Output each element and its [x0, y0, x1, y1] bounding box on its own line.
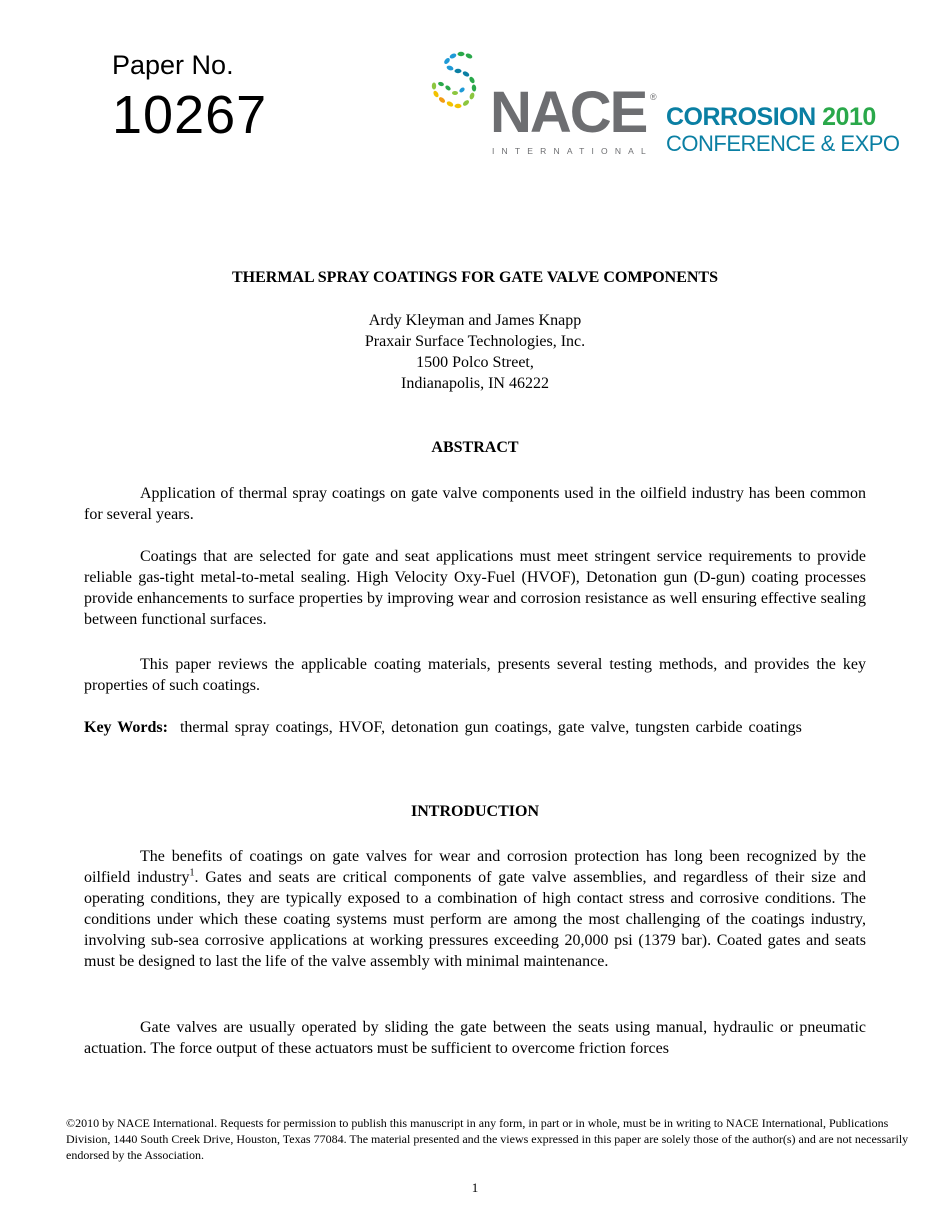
- event-subtitle: CONFERENCE & EXPO: [666, 131, 900, 156]
- registered-mark: ®: [650, 92, 657, 102]
- paper-number-label: Paper No.: [112, 50, 234, 80]
- keywords-paragraph: [84, 717, 866, 738]
- copyright-notice: ©2010 by NACE International. Requests for permission to publish this manuscript in any form, in part or in whole, must be in writing to NACE International, Publications Division, 1440 South Creek Drive, Houston, Texas 77084. The material presented and the views expressed in this paper are solely those of the author(s) and are not necessarily endorsed by the Association.: [66, 1116, 909, 1162]
- intro-text-a: The benefits of coatings on gate valves for wear and corrosion protection has long been recognized by the oilfield industry: [84, 848, 866, 886]
- author-company: Praxair Surface Technologies, Inc.: [364, 333, 586, 350]
- abstract-paragraph-3: This paper reviews the applicable coating materials, presents several testing methods, and provides the key properties of such coatings.: [84, 656, 866, 694]
- nace-wordmark: NACE: [490, 80, 647, 145]
- author-names: Ardy Kleyman and James Knapp: [368, 312, 582, 329]
- author-city: Indianapolis, IN 46222: [401, 375, 549, 392]
- reference-marker: 1: [189, 867, 195, 879]
- event-name: CORROSION: [666, 103, 816, 131]
- introduction-paragraph-2: Gate valves are usually operated by sliding the gate between the seats using manual, hydraulic or pneumatic actuation. The force output of these actuators must be sufficient to overcome friction forces: [84, 1019, 866, 1057]
- keywords-text: thermal spray coatings, HVOF, detonation gun coatings, gate valve, tungsten carbide coatings: [179, 719, 802, 736]
- event-year: 2010: [822, 103, 876, 131]
- abstract-paragraph-2: Coatings that are selected for gate and seat applications must meet stringent service requirements to provide reliable gas-tight metal-to-metal sealing. High Velocity Oxy-Fuel (HVOF), Detonation gun (D-gun) coating processes provide enhancements to surface properties by improving wear and corrosion resistance as well ensuring effective sealing between functional surfaces.: [84, 548, 866, 628]
- intro-text-b: . Gates and seats are critical components of gate valve assemblies, and regardless of their size and operating conditions, they are typically exposed to a combination of high contact stress and corrosive conditions. The conditions under which these coating systems must perform are among the most challenging of the coatings industry, involving sub-sea corrosive applications at working pressures exceeding 20,000 psi (1379 bar). Coated gates and seats must be designed to last the life of the valve assembly with minimal maintenance.: [84, 869, 867, 970]
- nace-international-label: INTERNATIONAL: [492, 146, 653, 156]
- nace-swirl-icon: [428, 48, 490, 118]
- abstract-heading: ABSTRACT: [431, 439, 519, 456]
- event-title: [666, 103, 876, 132]
- page-number: 1: [471, 1180, 479, 1195]
- author-street: 1500 Polco Street,: [416, 354, 534, 371]
- paper-title: THERMAL SPRAY COATINGS FOR GATE VALVE COMPONENTS: [231, 269, 718, 286]
- paper-number: 10267: [112, 85, 268, 145]
- introduction-paragraph-1: [84, 846, 866, 972]
- introduction-heading: INTRODUCTION: [410, 803, 539, 820]
- keywords-label: Key Words:: [84, 719, 168, 736]
- abstract-paragraph-1: Application of thermal spray coatings on gate valve components used in the oilfield industry has been common for several years.: [84, 485, 866, 523]
- nace-corrosion-logo: [428, 48, 898, 163]
